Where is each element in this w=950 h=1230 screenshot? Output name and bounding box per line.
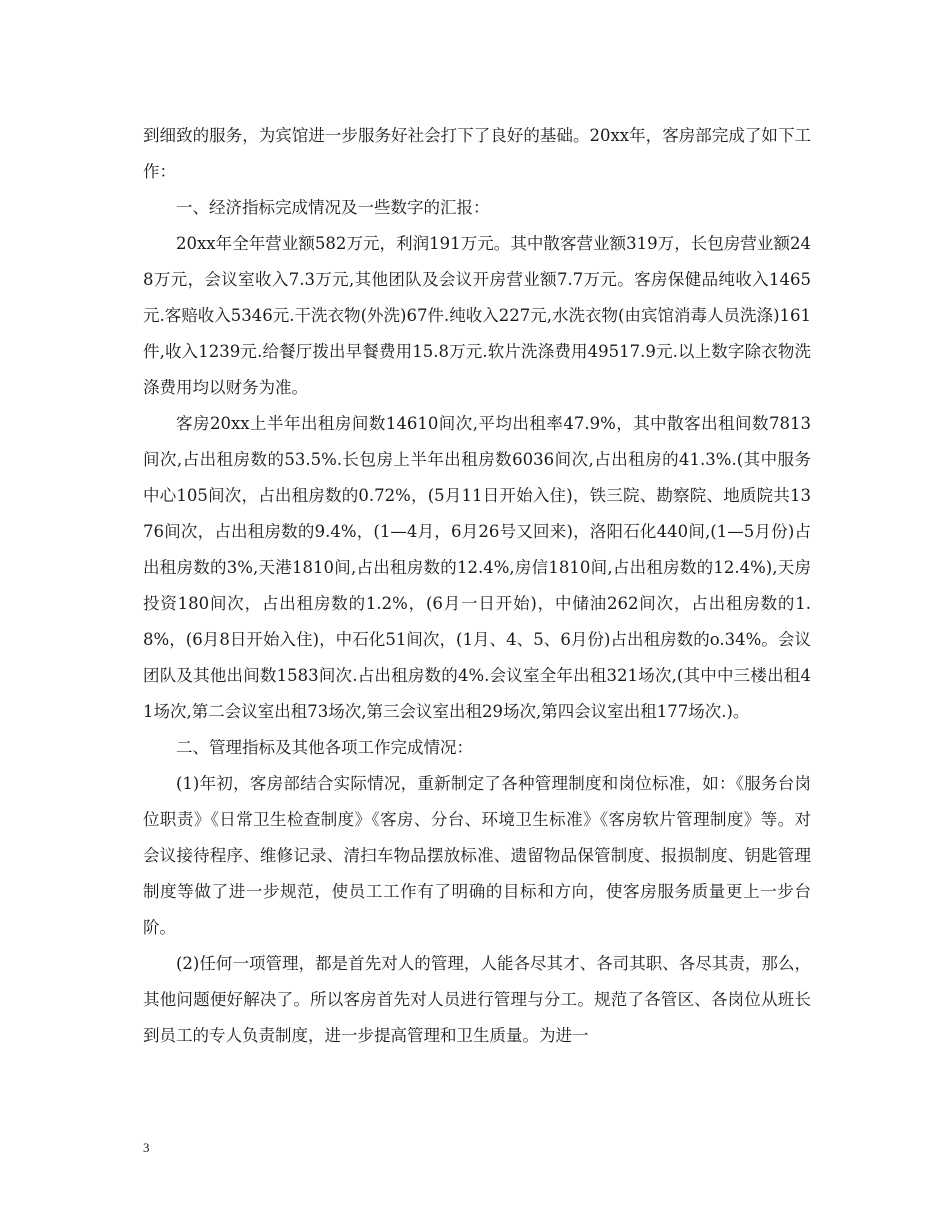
paragraph-continuation: 到细致的服务，为宾馆进一步服务好社会打下了良好的基础。20xx年，客房部完成了如下工作：	[143, 126, 811, 181]
section-heading-management-indicators: 二、管理指标及其他各项工作完成情况：	[176, 738, 473, 757]
section-heading-economic-indicators: 一、经济指标完成情况及一些数字的汇报：	[176, 198, 490, 217]
page-number: 3	[143, 1140, 150, 1155]
paragraph-management-item-2: (2)任何一项管理，都是首先对人的管理，人能各尽其才、各司其职、各尽其责，那么，其他问题便好解决了。所以客房首先对人员进行管理与分工。规范了各管区、各岗位从班长到员工的专人负责制度，进一步提高管理和卫生质量。为进一	[143, 954, 811, 1045]
paragraph-management-item-1: (1)年初，客房部结合实际情况，重新制定了各种管理制度和岗位标准，如：《服务台岗位职责》《日常卫生检查制度》《客房、分台、环境卫生标准》《客房软片管理制度》等。对会议接待程序、维修记录、清扫车物品摆放标准、遗留物品保管制度、报损制度、钥匙管理制度等做了进一步规范，使员工工作有了明确的目标和方向，使客房服务质量更上一步台阶。	[143, 774, 811, 937]
document-body	[143, 118, 811, 1054]
paragraph-room-rental-statistics: 客房20xx上半年出租房间数14610间次,平均出租率47.9%，其中散客出租间数7813间次,占出租房数的53.5%.长包房上半年出租房数6036间次,占出租房的41.3%.(其中服务中心105间次，占出租房数的0.72%，(5月11日开始入住)，铁三院、勘察院、地质院共1376间次，占出租房数的9.4%，(1—4月，6月26号又回来)，洛阳石化440间,(1—5月份)占出租房数的3%,天港1810间,占出租房数的12.4%,房信1810间,占出租房数的12.4%),天房投资180间次，占出租房数的1.2%，(6月一日开始)，中储油262间次，占出租房数的1.8%，(6月8日开始入住)，中石化51间次，(1月、4、5、6月份)占出租房数的o.34%。会议团队及其他出间数1583间次.占出租房数的4%.会议室全年出租321场次,(其中中三楼出租41场次,第二会议室出租73场次,第三会议室出租29场次,第四会议室出租177场次.)。	[143, 414, 811, 721]
paragraph-revenue-summary: 20xx年全年营业额582万元，利润191万元。其中散客营业额319万，长包房营业额248万元，会议室收入7.3万元,其他团队及会议开房营业额7.7万元。客房保健品纯收入1465元.客赔收入5346元.干洗衣物(外洗)67件.纯收入227元,水洗衣物(由宾馆消毒人员洗涤)161件,收入1239元.给餐厅拨出早餐费用15.8万元.软片洗涤费用49517.9元.以上数字除衣物洗涤费用均以财务为准。	[143, 234, 811, 397]
